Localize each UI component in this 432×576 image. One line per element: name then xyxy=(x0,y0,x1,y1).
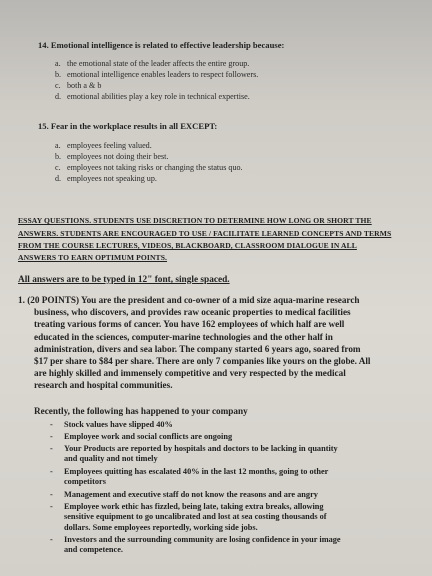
question-15-title: 15. Fear in the workplace results in all EXCEPT: xyxy=(38,121,218,131)
option-text: emotional abilities play a key role in technical expertise. xyxy=(67,92,250,101)
bullet-line: Investors and the surrounding community are losing confidence in your image xyxy=(64,535,341,544)
option-letter: b. xyxy=(55,70,62,79)
bullet-line: Employee work and social conflicts are ongoing xyxy=(64,432,233,441)
bullet-line: Your Products are reported by hospitals and doctors to be lacking in quantity xyxy=(64,444,338,453)
option-letter: a. xyxy=(55,59,61,68)
essay-instructions-line-3: FROM THE COURSE LECTURES, VIDEOS, BLACKBOARD, CLASSROOM DIALOGUE IN ALL xyxy=(18,241,357,250)
option-letter: d. xyxy=(55,174,62,183)
option-letter: c. xyxy=(55,81,61,90)
essay-instructions-line-1: ESSAY QUESTIONS. STUDENTS USE DISCRETION TO DETERMINE HOW LONG OR SHORT THE xyxy=(18,216,372,225)
bullet-item xyxy=(50,420,173,430)
bullet-dash: - xyxy=(50,467,53,476)
bullet-line: sensitive equipment to go uncalibrated and lost at sea costing thousands of xyxy=(64,512,327,522)
option-text: employees not speaking up. xyxy=(67,174,157,183)
bullet-item xyxy=(50,467,329,488)
question-1-line: 1. (20 POINTS) You are the president and co-owner of a mid size aqua-marine research xyxy=(18,295,360,305)
option-text: employees feeling valued. xyxy=(67,141,152,150)
option-text: employees not taking risks or changing the status quo. xyxy=(67,163,243,172)
question-15-option-d xyxy=(55,174,157,183)
bullet-line: Employees quitting has escalated 40% in the last 12 months, going to other xyxy=(64,467,329,476)
question-1-line: $17 per share to $84 per share. There are only 7 companies like yours on the globe. All xyxy=(34,356,371,367)
bullet-dash: - xyxy=(50,420,53,429)
bullet-line: Stock values have slipped 40% xyxy=(64,420,173,429)
option-text: both a & b xyxy=(67,81,102,90)
bullet-item xyxy=(50,535,341,556)
question-14-option-c xyxy=(55,81,101,90)
option-letter: d. xyxy=(55,92,62,101)
bullet-dash: - xyxy=(50,535,53,544)
option-letter: a. xyxy=(55,141,61,150)
option-text: emotional intelligence enables leaders to respect followers. xyxy=(67,70,259,79)
question-14-option-b xyxy=(55,70,258,79)
question-14-title: 14. Emotional intelligence is related to effective leadership because: xyxy=(38,40,285,50)
essay-instructions-line-4: ANSWERS TO EARN OPTIMUM POINTS. xyxy=(18,253,168,262)
option-text: the emotional state of the leader affects the entire group. xyxy=(67,59,250,68)
question-15-option-a xyxy=(55,141,152,150)
question-15-option-b xyxy=(55,152,168,161)
bullet-dash: - xyxy=(50,444,53,453)
bullet-dash: - xyxy=(50,490,53,499)
question-15-option-c xyxy=(55,163,243,172)
question-1-line: educated in the sciences, computer-marine technologies and the other half in xyxy=(34,331,333,342)
option-letter: b. xyxy=(55,152,62,161)
bullet-dash: - xyxy=(50,502,53,511)
question-1-line: research and hospital communities. xyxy=(34,380,173,391)
typing-rule: All answers are to be typed in 12" font, single spaced. xyxy=(18,275,230,285)
question-1-line: treating various forms of cancer. You have 162 employees of which half are well xyxy=(34,319,345,330)
essay-instructions-line-2: ANSWERS. STUDENTS ARE ENCOURAGED TO USE / FACILITATE LEARNED CONCEPTS AND TERMS xyxy=(18,229,392,238)
question-14-option-d xyxy=(55,92,250,101)
bullet-dash: - xyxy=(50,432,53,441)
bullet-item xyxy=(50,502,327,533)
bullet-line: and competence. xyxy=(64,545,123,555)
bullet-item xyxy=(50,490,318,500)
question-14-option-a xyxy=(55,59,249,68)
bullet-line: Employee work ethic has fizzled, being late, taking extra breaks, allowing xyxy=(64,502,324,511)
bullet-item xyxy=(50,444,338,465)
bullet-line: Management and executive staff do not know the reasons and are angry xyxy=(64,490,318,499)
option-text: employees not doing their best. xyxy=(67,152,169,161)
bullet-line: competitors xyxy=(64,477,106,487)
bullet-line: dollars. Some employees reportedly, working side jobs. xyxy=(64,522,258,532)
question-1-paragraph xyxy=(18,294,370,392)
bullet-item xyxy=(50,432,233,442)
recently-heading: Recently, the following has happened to your company xyxy=(34,406,248,416)
option-letter: c. xyxy=(55,163,61,172)
question-1-line: administration, divers and sea labor. The company started 6 years ago, soared from xyxy=(34,343,361,354)
bullet-line: and quality and not timely xyxy=(64,454,158,464)
question-1-line: are highly skilled and immensely competitive and very respected by the medical xyxy=(34,368,346,379)
question-1-line: business, who discovers, and provides raw oceanic properties to medical facilities xyxy=(34,307,351,318)
